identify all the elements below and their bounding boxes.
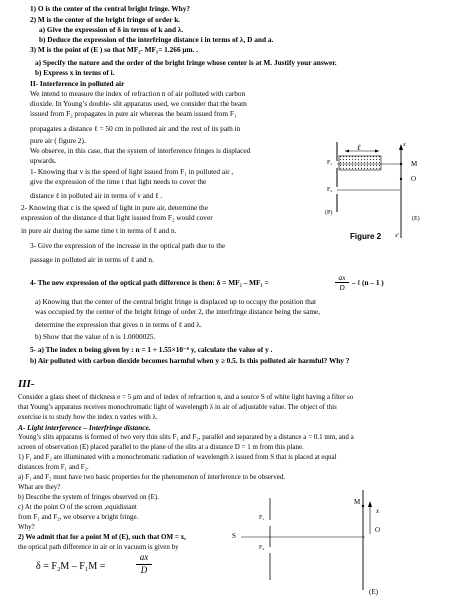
fig3-m-label: M xyxy=(354,498,361,506)
fig2-p-label: (P) xyxy=(325,210,333,216)
question-2a: a) Give the expression of δ in terms of k and λ. xyxy=(39,25,184,34)
fig3-e-label: (E) xyxy=(369,588,378,596)
fig3-f2-label: F₂ xyxy=(259,545,265,551)
part2-q5: 5- a) The index n being given by : n = 1 + 1.55×10⁻⁶ y, calculate the value of y . xyxy=(30,345,273,354)
delta-formula: δ = F₂M – F₁M = xyxy=(36,561,106,572)
part3-qb: b) Describe the system of fringes observed on (E). xyxy=(18,493,159,501)
part3-desc-line-1: Young’s slits apparatus is formed of two very thin slits F₁ and F₂, parallel and separated by a distance a = 0.1 mm, and a xyxy=(18,433,354,441)
part2-intro-line-5: pure air ( figure 2). xyxy=(30,136,86,145)
part2-q2-line-2: expression of the distance d that light issued from F₂ would cover xyxy=(21,213,213,222)
q4-fraction-denominator: D xyxy=(339,283,345,292)
part3-desc-line-4: distances from F₁ and F₂. xyxy=(18,463,89,471)
part2-intro-line-1: We intend to measure the index of refraction n of air polluted with carbon xyxy=(30,89,246,98)
part2-q4a-line-3: determine the expression that gives n in terms of ℓ and λ. xyxy=(35,320,202,329)
formula-numerator: ax xyxy=(139,552,149,562)
fig2-ell-label: ℓ xyxy=(357,143,361,152)
fig2-x-label: x xyxy=(403,142,406,148)
section-a-title: A- Light interference – Interfringe distance. xyxy=(18,423,151,432)
part2-q4b: b) Show that the value of n is 1.0000025. xyxy=(35,332,156,341)
section-title-iii: III- xyxy=(18,378,35,390)
q4-tail: – ℓ (n – 1 ) xyxy=(352,278,384,287)
question-2b: b) Deduce the expression of the interfringe distance i in terms of λ, D and a. xyxy=(39,35,274,44)
question-3: 3) M is the point of (E ) so that MF₂- MF₁= 1.266 μm. . xyxy=(30,45,199,54)
fig2-o-label: O xyxy=(411,175,417,183)
fig2-m-label: M xyxy=(411,160,418,168)
part3-qa2: What are they? xyxy=(18,483,61,491)
fig3-x-label: x xyxy=(376,507,380,515)
part2-q2-line-3: in pure air during the same time t in terms of ℓ and n. xyxy=(21,226,177,235)
part3-desc-line-2: screen of observation (E) placed parallel to the plane of the slits at a distance D = 1 m from this plane. xyxy=(18,443,304,451)
part2-intro-line-4: propagates a distance ℓ = 50 cm in polluted air and the rest of its path in xyxy=(30,124,241,133)
part3-qc3: Why? xyxy=(18,523,35,531)
part3-qc: c) At the point O of the screen ,equidistant xyxy=(18,503,137,511)
part3-q2: 2) We admit that for a point M of (E), such that OM = x, xyxy=(18,533,186,541)
fig3-o-label: O xyxy=(375,526,381,534)
section-title-ii: II- Interference in polluted air xyxy=(30,79,125,88)
fig3-s-label: S xyxy=(232,532,236,540)
fig3-f1-label: F₁ xyxy=(259,515,265,521)
fig2-e-label: (E) xyxy=(412,216,420,222)
q4-fraction-numerator: ax xyxy=(338,273,346,282)
question-1: 1) O is the center of the central bright fringe. Why? xyxy=(30,4,191,13)
part2-q4: 4- The new expression of the optical path difference is then: δ = MF₂ – MF₁ = xyxy=(30,278,269,287)
part2-intro-line-2: dioxide. In Young’s double- slit apparatus used, we consider that the beam xyxy=(30,99,247,108)
fig2-xprime-label: x' xyxy=(395,233,399,239)
part2-q2-line-1: 2- Knowing that c is the speed of light in pure air, determine the xyxy=(21,203,208,212)
part3-qa: a) F₁ and F₂ must have two basic properties for the phenomenon of interference to be observed. xyxy=(18,473,286,481)
part3-intro-line-2: that Young’s apparatus receives monochromatic light of wavelength λ in air of adjustable value. The object of this xyxy=(18,403,337,411)
part2-intro-line-7: upwards. xyxy=(30,156,57,165)
question-3b: b) Express x in terms of i. xyxy=(35,68,115,77)
part2-q4a-line-2: was occupied by the center of the bright fringe of order 2, the interfringe distance being the same, xyxy=(35,307,321,316)
part2-q3-line-1: 3- Give the expression of the increase in the optical path due to the xyxy=(30,241,226,250)
part3-q2b: the optical path difference in air or in vacuum is given by xyxy=(18,543,179,551)
part3-intro-line-3: exercise is to study how the index n varies with λ. xyxy=(18,413,158,421)
part2-q1-line-3: distance ℓ in polluted air in terms of v and ℓ . xyxy=(30,191,163,200)
formula-denominator: D xyxy=(140,565,148,575)
part2-q4a-line-1: a) Knowing that the center of the central bright fringe is displaced up to occupy the position that xyxy=(35,297,317,306)
figure-3-diagram xyxy=(225,490,385,605)
question-3a: a) Specify the nature and the order of the bright fringe whose center is at M. Justify your answer. xyxy=(35,58,337,67)
part3-desc-line-3: 1) F₁ and F₂ are illuminated with a monochromatic radiation of wavelength λ issued from S that is placed at equal xyxy=(18,453,337,461)
part2-intro-line-6: We observe, in this case, that the system of interference fringes is displaced xyxy=(30,146,251,155)
part3-qc2: from F₁ and F₂, we observe a bright fringe. xyxy=(18,513,139,521)
part2-q3-line-2: passage in polluted air in terms of ℓ and n. xyxy=(30,255,154,264)
part3-intro-line-1: Consider a glass sheet of thickness e = 5 μm and of index of refraction n, and a source S of white light having a filter so xyxy=(18,393,354,401)
fig2-f1-label: F₁ xyxy=(327,160,333,166)
figure-2-caption: Figure 2 xyxy=(350,232,382,241)
part2-q1-line-2: give the expression of the time t that light needs to cover the xyxy=(30,177,207,186)
question-2: 2) M is the center of the bright fringe of order k. xyxy=(30,15,181,24)
part2-q5b: b) Air polluted with carbon dioxide becomes harmful when y ≥ 0.5. Is this polluted air harmful? Why ? xyxy=(30,356,350,365)
part2-q1-line-1: 1- Knowing that v is the speed of light issued from F₁ in polluted air , xyxy=(30,167,234,176)
part2-intro-line-3: issued from F₂ propagates in pure air whereas the beam issued from F₁ xyxy=(30,109,237,118)
fig2-f2-label: F₂ xyxy=(327,187,333,193)
